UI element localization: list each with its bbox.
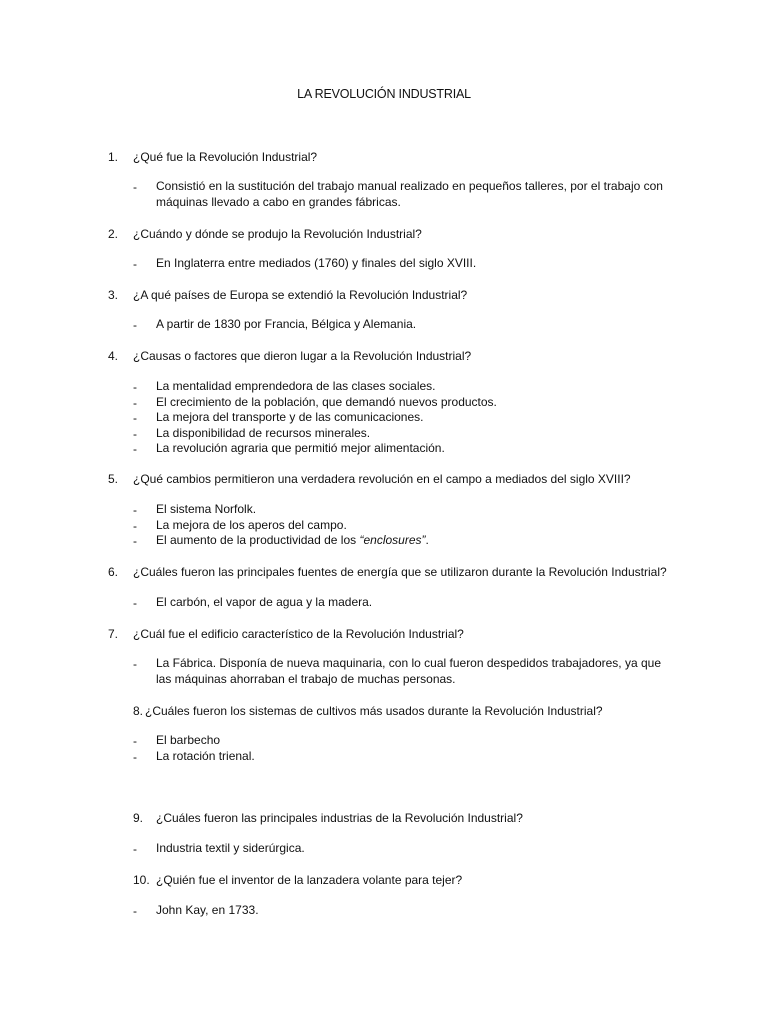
answer-bullet: - xyxy=(133,180,137,194)
question-10-text: ¿Quién fue el inventor de la lanzadera volante para tejer? xyxy=(156,873,463,887)
question-4-answer-3: La mejora del transporte y de las comunicaciones. xyxy=(156,410,424,424)
answer-bullet: - xyxy=(133,842,137,856)
answer-bullet: - xyxy=(133,426,137,441)
page-title: LA REVOLUCIÓN INDUSTRIAL xyxy=(297,87,471,101)
question-5-answer-2: La mejora de los aperos del campo. xyxy=(156,517,347,532)
answer-bullet: - xyxy=(133,904,137,918)
question-10-answer: John Kay, en 1733. xyxy=(156,903,259,917)
answer-bullet: - xyxy=(133,318,137,332)
answer-line: máquinas llevado a cabo en grandes fábricas. xyxy=(156,194,401,209)
answer-bullet: - xyxy=(133,596,137,610)
question-7-number: 7. xyxy=(108,627,119,641)
answer-bullet: - xyxy=(133,257,137,271)
question-6-answer: El carbón, el vapor de agua y la madera. xyxy=(156,595,373,609)
question-2-text: ¿Cuándo y dónde se produjo la Revolución Industrial? xyxy=(133,227,422,241)
answer-bullet: - xyxy=(133,503,137,517)
question-9-number: 9. xyxy=(133,811,144,825)
answer-line: La Fábrica. Disponía de nueva maquinaria, con lo cual fueron despedidos trabajadores, ya que xyxy=(156,656,661,670)
question-7-answer xyxy=(156,656,661,687)
question-3-answer: A partir de 1830 por Francia, Bélgica y Alemania. xyxy=(156,317,417,331)
question-9-text: ¿Cuáles fueron las principales industrias de la Revolución Industrial? xyxy=(156,811,523,825)
question-1-answer xyxy=(156,179,663,210)
answer-bullet: - xyxy=(133,534,137,548)
answer-bullet: - xyxy=(133,518,137,533)
question-2-number: 2. xyxy=(108,227,119,241)
answer-line: las máquinas ahorraban el trabajo de muchas personas. xyxy=(156,671,456,686)
question-10-number: 10. xyxy=(133,873,150,887)
question-4-text: ¿Causas o factores que dieron lugar a la Revolución Industrial? xyxy=(133,349,472,363)
question-8-number: 8. xyxy=(133,704,144,718)
answer-text: El aumento de la productividad de los xyxy=(156,533,360,547)
answer-bullet: - xyxy=(133,411,137,425)
answer-bullet: - xyxy=(133,734,137,748)
question-8-answer-1: El barbecho xyxy=(156,733,221,747)
question-4-answer-2: El crecimiento de la población, que demandó nuevos productos. xyxy=(156,394,497,409)
question-3-number: 3. xyxy=(108,288,119,302)
answer-bullet: - xyxy=(133,657,137,671)
answer-bullet: - xyxy=(133,380,137,394)
question-2-answer: En Inglaterra entre mediados (1760) y finales del siglo XVIII. xyxy=(156,256,477,270)
question-8-answer-2: La rotación trienal. xyxy=(156,748,255,763)
answer-bullet: - xyxy=(133,749,137,764)
enclosures-term: “enclosures” xyxy=(359,533,426,547)
question-3-text: ¿A qué países de Europa se extendió la Revolución Industrial? xyxy=(133,288,468,302)
question-6-number: 6. xyxy=(108,565,119,579)
question-4-answer-4: La disponibilidad de recursos minerales. xyxy=(156,425,371,440)
question-9-answer: Industria textil y siderúrgica. xyxy=(156,841,305,855)
question-5-number: 5. xyxy=(108,472,119,486)
question-7-text: ¿Cuál fue el edificio característico de la Revolución Industrial? xyxy=(133,627,464,641)
question-6-text: ¿Cuáles fueron las principales fuentes de energía que se utilizaron durante la Revolución Industrial? xyxy=(133,565,667,579)
answer-bullet: - xyxy=(133,395,137,410)
question-5-answer-3 xyxy=(156,533,429,549)
answer-bullet: - xyxy=(133,442,137,456)
question-5-answer-1: El sistema Norfolk. xyxy=(156,502,257,516)
question-4-answer-5: La revolución agraria que permitió mejor alimentación. xyxy=(156,441,445,455)
question-4-number: 4. xyxy=(108,349,119,363)
question-8-text: ¿Cuáles fueron los sistemas de cultivos más usados durante la Revolución Industrial? xyxy=(145,704,603,718)
question-1-number: 1. xyxy=(108,150,119,164)
question-4-answer-1: La mentalidad emprendedora de las clases sociales. xyxy=(156,379,436,393)
question-5-text: ¿Qué cambios permitieron una verdadera revolución en el campo a mediados del siglo XVIII? xyxy=(133,472,631,486)
answer-punctuation: . xyxy=(425,533,429,547)
answer-line: Consistió en la sustitución del trabajo manual realizado en pequeños talleres, por el trabajo con xyxy=(156,179,663,193)
question-1-text: ¿Qué fue la Revolución Industrial? xyxy=(133,150,318,164)
